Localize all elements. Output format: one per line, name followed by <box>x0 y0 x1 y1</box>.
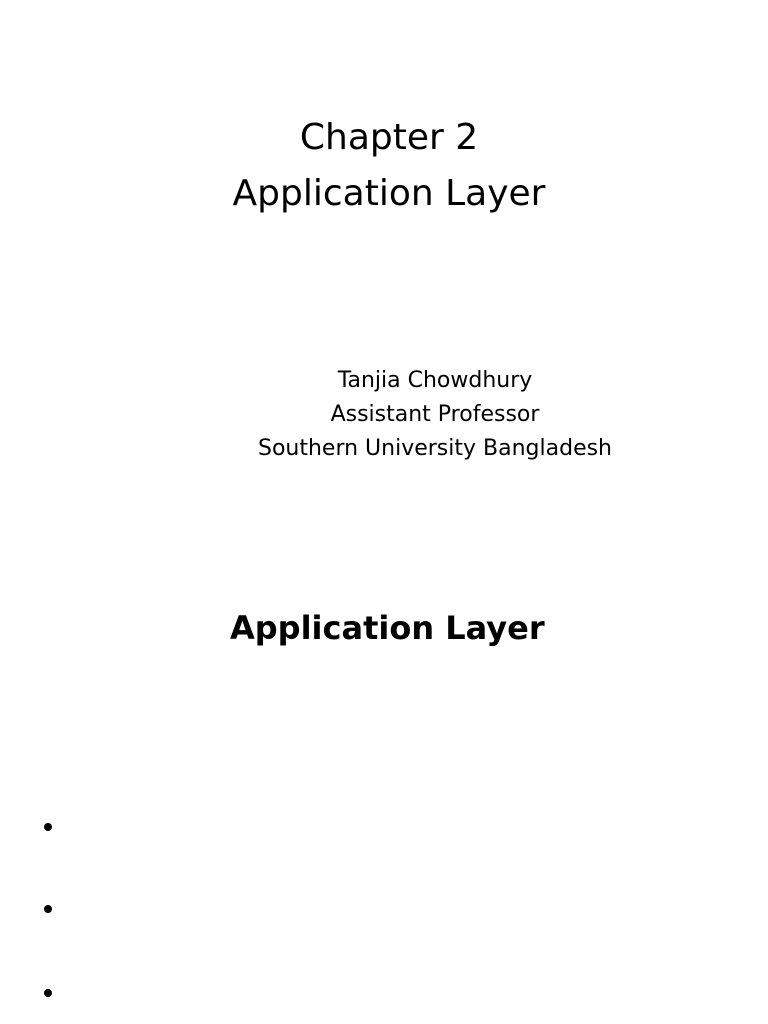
author-info <box>0 364 768 466</box>
author-name: Tanjia Chowdhury <box>337 368 533 393</box>
bullet-point <box>44 823 52 831</box>
chapter-title: Application Layer <box>232 173 546 214</box>
author-institution: Southern University Bangladesh <box>257 436 613 461</box>
chapter-number: Chapter 2 <box>299 117 479 158</box>
content-slide-title: Application Layer <box>230 609 545 647</box>
slide-title <box>0 110 768 222</box>
content-slide <box>0 512 768 1024</box>
bullet-point <box>44 905 52 913</box>
author-position: Assistant Professor <box>330 402 540 427</box>
bullet-point <box>44 989 52 997</box>
